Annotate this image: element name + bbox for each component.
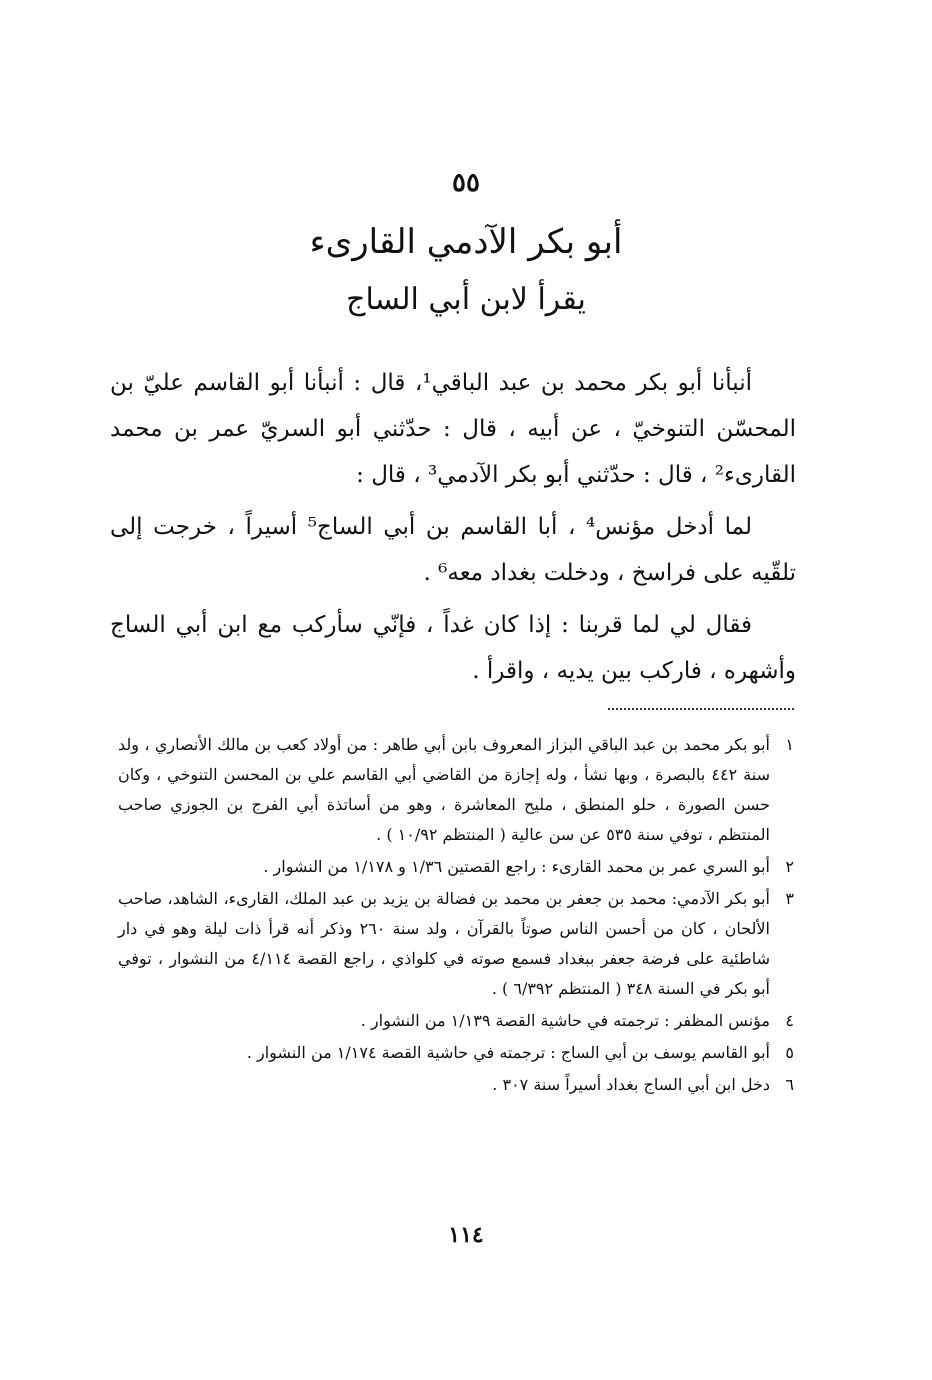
footnote-number: ٣ [785, 889, 794, 908]
footnote-separator [608, 708, 794, 710]
footnote-text: أبو القاسم يوسف بن أبي الساج : ترجمته في حاشية القصة ١/١٧٤ من النشوار . [246, 1043, 770, 1062]
footnote [118, 730, 794, 850]
footnote-text: مؤنس المظفر : ترجمته في حاشية القصة ١/١٣٩ من النشوار . [360, 1011, 770, 1030]
body-paragraph: فقال لي لما قربنا : إذا كان غداً ، فإنّي سأركب مع ابن أبي الساج وأشهره ، فاركب بين يديه ، واقرأ . [110, 612, 796, 684]
footnote [118, 1038, 794, 1068]
footnote-text: دخل ابن أبي الساج بغداد أسيراً سنة ٣٠٧ . [492, 1075, 770, 1094]
page-number: ١١٤ [448, 1222, 484, 1248]
story-title: أبو بكر الآدمي القارىء [309, 222, 623, 262]
story-body [110, 360, 796, 700]
story-subtitle: يقرأ لابن أبي الساج [346, 282, 586, 317]
footnote [118, 1006, 794, 1036]
footnotes-list [118, 730, 794, 1102]
footnote-text: أبو بكر الآدمي: محمد بن جعفر بن محمد بن فضالة بن يزيد بن عبد الملك، القارىء، الشاهد، صاحب الألحان ، كان من أحسن الناس صوتاً بالقرآن ، ولد سنة ٢٦٠ وذكر أنه قرأ ذات ليلة وهو في دار شاطئية على فرضة جعفر ببغداد فسمع صوته في كلواذي ، راجع القصة ٤/١١٤ من النشوار ، توفي أبو بكر في السنة ٣٤٨ ( المنتظم ٦/٣٩٢ ) . [118, 889, 770, 998]
footnote-number: ١ [785, 735, 794, 754]
footnote [118, 884, 794, 1004]
footnote-text: أبو بكر محمد بن عبد الباقي البزاز المعروف بابن أبي طاهر : من أولاد كعب بن مالك الأنصاري ، ولد سنة ٤٤٢ بالبصرة ، وبها نشأ ، وله إجازة من القاضي أبي القاسم علي بن المحسن التنوخي ، وكان حسن الصورة ، حلو المنطق ، مليح المعاشرة ، وهو من أساتذة أبي الفرج بن الجوزي صاحب المنتظم ، توفي سنة ٥٣٥ عن سن عالية ( المنتظم ١٠/٩٢ ) . [118, 735, 770, 844]
body-paragraph: أنبأنا أبو بكر محمد بن عبد الباقي¹، قال : أنبأنا أبو القاسم عليّ بن المحسّن التنوخيّ ، عن أبيه ، قال : حدّثني أبو السريّ عمر بن محمد القارىء² ، قال : حدّثني أبو بكر الآدمي³ ، قال : [110, 370, 796, 488]
footnote [118, 1070, 794, 1100]
footnote-number: ٥ [785, 1043, 794, 1062]
footnote-number: ٢ [785, 857, 794, 876]
footnote-number: ٤ [785, 1011, 794, 1030]
story-number: ٥٥ [452, 168, 480, 198]
footnote-text: أبو السري عمر بن محمد القارىء : راجع القصتين ١/٣٦ و ١/١٧٨ من النشوار . [263, 857, 770, 876]
footnote [118, 852, 794, 882]
body-paragraph: لما أدخل مؤنس⁴ ، أبا القاسم بن أبي الساج⁵ أسيراً ، خرجت إلى تلقّيه على فراسخ ، ودخلت بغداد معه⁶ . [110, 514, 796, 586]
footnote-number: ٦ [785, 1075, 794, 1094]
